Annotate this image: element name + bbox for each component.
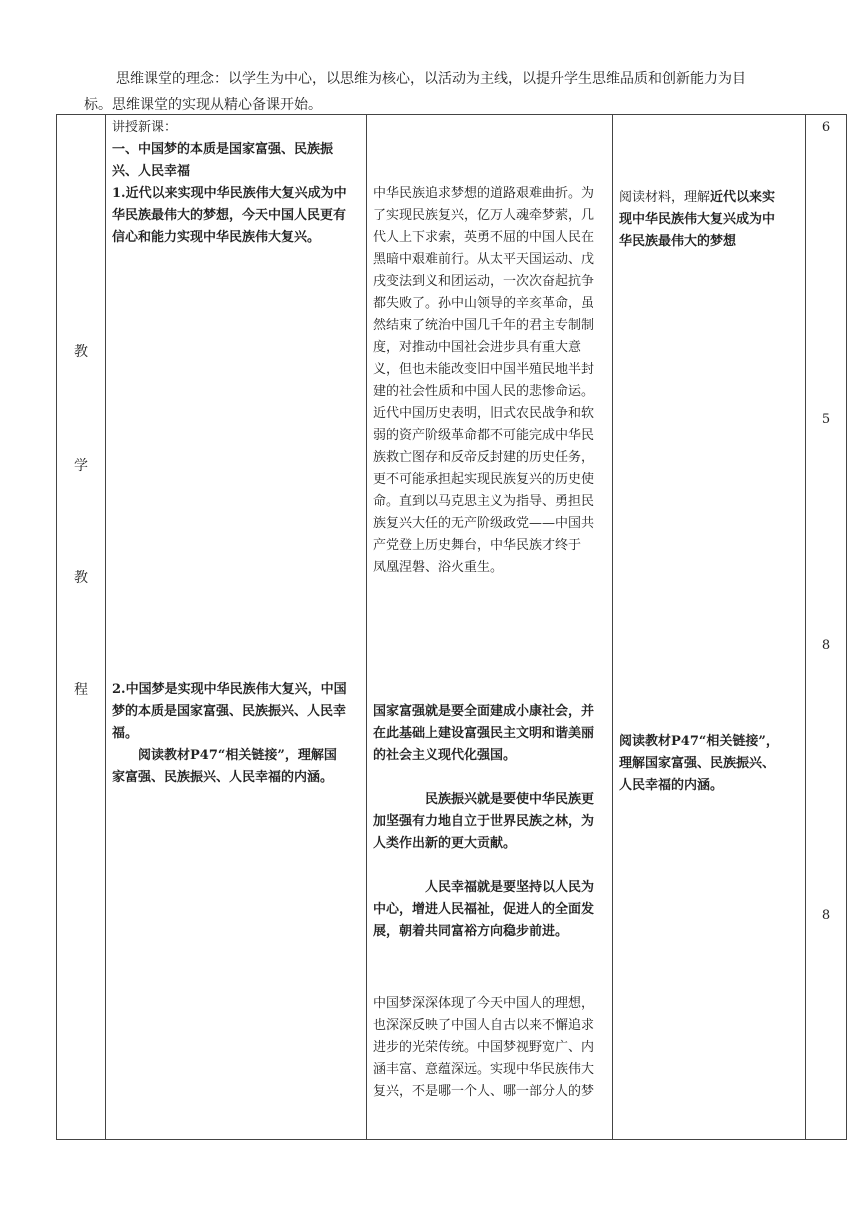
activity-para-1: 中华民族追求梦想的道路艰难曲折。为了实现民族复兴，亿万人魂牵梦萦，几代人上下求索，英勇不屈的中国人民在黑暗中艰难前行。从太平天国运动、戊戌变法到义和团运动，一次次奋起抗争都失败了。孙中山领导的辛亥革命，虽然结束了统治中国几千年的君主专制制度，对推动中国社会进步具有重大意义，但也未能改变旧中国半殖民地半封建的社会性质和中国人民的悲惨命运。近代中国历史表明，旧式农民战争和软弱的资产阶级革命都不可能完成中华民族救亡图存和反帝反封建的历史任务，更不可能承担起实现民族复兴的历史使命。直到以马克思主义为指导、勇担民族复兴大任的无产阶级政党——中国共产党登上历史舞台，中华民族才终于 凤凰涅磐、浴火重生。 [373,186,595,575]
header-text [84,66,804,118]
activity-para-4: 人民幸福就是要坚持以人民为中心，增进人民福祉，促进人的全面发展，朝着共同富裕方向稳步前进。 [373,880,595,939]
content-cell [106,115,367,1140]
side-label-cell [57,115,106,1140]
point-1: 1.近代以来实现中华民族伟大复兴成为中华民族最伟大的梦想，今天中国人民更有信心和能力实现中华民族伟大复兴。 [112,186,347,245]
time-3: 8 [821,638,831,653]
task-1 [619,187,787,253]
time-2: 5 [821,412,831,427]
time-cell [806,115,847,1140]
task-2: 阅读教材P47“相关链接”，理解国家富强、民族振兴、人民幸福的内涵。 [619,734,779,793]
point-2: 2.中国梦是实现中华民族伟大复兴，中国梦的本质是国家富强、民族振兴、人民幸福。 [112,682,347,741]
intro-text: 讲授新课： [112,120,178,135]
lesson-plan-table [56,114,847,1140]
activity-cell [367,115,613,1140]
side-char-1: 教 [74,344,88,360]
time-4: 8 [821,908,831,923]
side-char-2: 学 [74,458,88,474]
activity-para-3: 民族振兴就是要使中华民族更加坚强有力地自立于世界民族之林，为人类作出新的更大贡献。 [373,792,595,851]
side-char-4: 程 [74,682,88,698]
point-2-task: 阅读教材P47“相关链接”，理解国家富强、民族振兴、人民幸福的内涵。 [112,748,337,785]
time-1: 6 [821,120,831,135]
task-1-bold: 近代以来实现中华民族伟大复兴成为中华民族最伟大的梦想 [619,190,776,249]
side-char-3: 教 [74,570,88,586]
activity-para-5: 中国梦深深体现了今天中国人的理想，也深深反映了中国人自古以来不懈追求进步的光荣传统。中国梦视野宽广、内涵丰富、意蕴深远。实现中华民族伟大复兴，不是哪一个人、哪一部分人的梦 [373,996,595,1099]
section-title: 一、中国梦的本质是国家富强、民族振兴、人民幸福 [112,142,334,179]
task-1-plain: 阅读材料，理解 [619,190,711,205]
task-cell [613,115,806,1140]
header-line-2: 标。思维课堂的实现从精心备课开始。 [84,97,322,113]
header-line-1: 思维课堂的理念：以学生为中心，以思维为核心，以活动为主线，以提升学生思维品质和创新能力为目 [116,71,746,87]
activity-para-2: 国家富强就是要全面建成小康社会，并在此基础上建设富强民主文明和谐美丽的社会主义现代化强国。 [373,704,595,763]
